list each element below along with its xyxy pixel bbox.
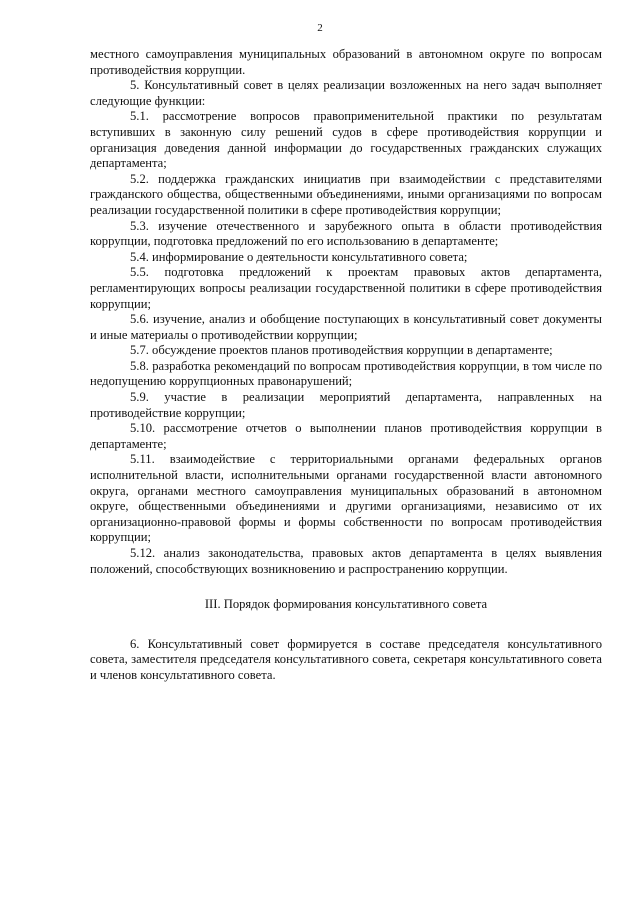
page-number: 2	[317, 22, 323, 34]
function-item: 5.10. рассмотрение отчетов о выполнении планов противодействия коррупции в департаменте;	[90, 421, 602, 451]
function-item: 5.12. анализ законодательства, правовых актов департамента в целях выявления положений, способствующих возникновению и распространению коррупции.	[90, 546, 602, 576]
function-item: 5.6. изучение, анализ и обобщение поступающих в консультативный совет документы и иные материалы о противодействии коррупции;	[90, 312, 602, 342]
function-item: 5.5. подготовка предложений к проектам правовых актов департамента, регламентирующих вопросы реализации государственной политики в сфере противодействия коррупции;	[90, 265, 602, 311]
paragraph-intro-tail: местного самоуправления муниципальных образований в автономном округе по вопросам противодействия коррупции.	[90, 47, 602, 77]
paragraph-clause-5: 5. Консультативный совет в целях реализации возложенных на него задач выполняет следующие функции:	[90, 78, 602, 108]
section-heading: III. Порядок формирования консультативного совета	[204, 597, 488, 612]
function-item: 5.2. поддержка гражданских инициатив при взаимодействии с представителями гражданского общества, общественными объединениями, иными организациями по вопросам реализации государственной политики в сфере противодействия коррупции;	[90, 171, 602, 217]
paragraph-clause-6: 6. Консультативный совет формируется в составе председателя консультативного совета, заместителя председателя консультативного совета, секретаря консультативного совета и членов консультативного совета.	[90, 636, 602, 682]
function-item: 5.3. изучение отечественного и зарубежного опыта в области противодействия коррупции, подготовка предложений по его использованию в департаменте;	[90, 218, 602, 249]
function-item: 5.9. участие в реализации мероприятий департамента, направленных на противодействие коррупции;	[90, 390, 602, 420]
function-item: 5.7. обсуждение проектов планов противодействия коррупции в департаменте;	[130, 343, 553, 358]
function-item: 5.8. разработка рекомендаций по вопросам противодействия коррупции, в том числе по недопущению коррупционных правонарушений;	[90, 358, 602, 389]
function-item: 5.11. взаимодействие с территориальными органами федеральных органов исполнительной власти, исполнительными органами государственной власти автономного округа, органами местного самоуправления муниципальных образований в автономном округе, общественными объединениями и другими организациями, независимо от их организационно-правовой формы и формы собственности по вопросам противодействия коррупции;	[90, 452, 602, 545]
function-item: 5.4. информирование о деятельности консультативного совета;	[130, 249, 468, 264]
document-body	[90, 47, 602, 684]
function-item: 5.1. рассмотрение вопросов правоприменительной практики по результатам вступивших в законную силу решений судов в сфере противодействия коррупции и организация доведения данной информации до государственных гражданских служащих департамента;	[90, 109, 602, 171]
